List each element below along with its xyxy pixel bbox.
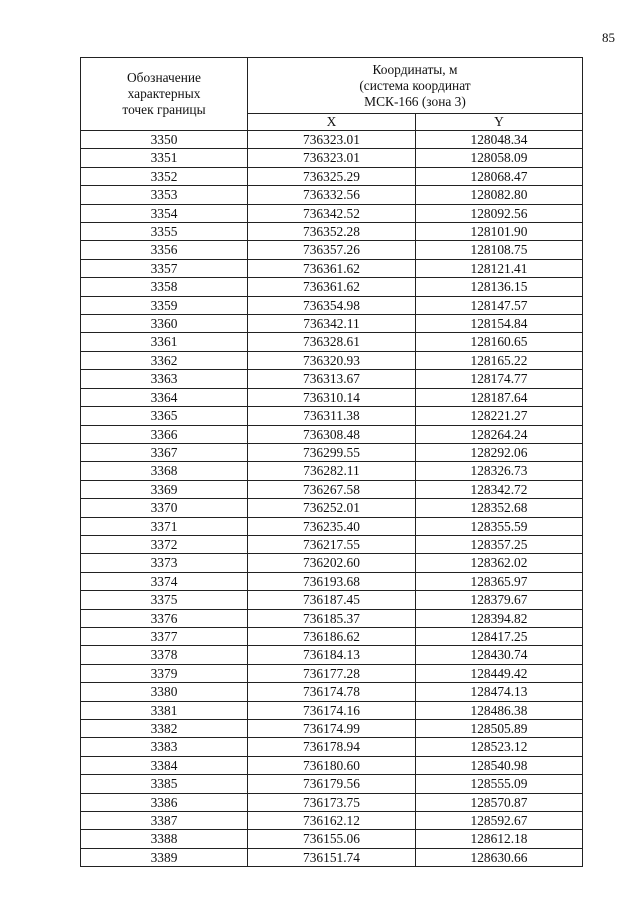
coordinates-table: [80, 57, 583, 867]
point-cell: 3366: [81, 425, 248, 443]
table-row: [81, 683, 583, 701]
x-cell: 736174.16: [248, 701, 416, 719]
x-cell: 736174.99: [248, 720, 416, 738]
y-cell: 128264.24: [416, 425, 583, 443]
point-cell: 3365: [81, 407, 248, 425]
point-cell: 3368: [81, 462, 248, 480]
point-cell: 3359: [81, 296, 248, 314]
point-cell: 3384: [81, 756, 248, 774]
x-cell: 736252.01: [248, 499, 416, 517]
x-cell: 736177.28: [248, 664, 416, 682]
x-cell: 736155.06: [248, 830, 416, 848]
point-cell: 3376: [81, 609, 248, 627]
table-row: [81, 167, 583, 185]
y-cell: 128592.67: [416, 812, 583, 830]
table-row: [81, 591, 583, 609]
point-cell: 3358: [81, 278, 248, 296]
coords-header-line-1: Координаты, м: [372, 61, 458, 77]
x-cell: 736162.12: [248, 812, 416, 830]
point-cell: 3361: [81, 333, 248, 351]
y-cell: 128523.12: [416, 738, 583, 756]
y-column-header: Y: [416, 114, 583, 131]
point-cell: 3381: [81, 701, 248, 719]
x-cell: 736186.62: [248, 627, 416, 645]
point-cell: 3382: [81, 720, 248, 738]
page-number: 85: [602, 30, 615, 45]
point-column-header: [81, 58, 248, 131]
table-row: [81, 462, 583, 480]
x-cell: 736180.60: [248, 756, 416, 774]
x-cell: 736299.55: [248, 443, 416, 461]
x-cell: 736202.60: [248, 554, 416, 572]
point-header-line-1: Обозначение: [127, 70, 201, 85]
y-cell: 128342.72: [416, 480, 583, 498]
x-cell: 736173.75: [248, 793, 416, 811]
table-row: [81, 480, 583, 498]
point-cell: 3352: [81, 167, 248, 185]
table-row: [81, 499, 583, 517]
table-row: [81, 204, 583, 222]
point-cell: 3371: [81, 517, 248, 535]
x-cell: 736342.11: [248, 315, 416, 333]
y-cell: 128165.22: [416, 351, 583, 369]
point-cell: 3387: [81, 812, 248, 830]
table-row: [81, 131, 583, 149]
point-cell: 3379: [81, 664, 248, 682]
table-row: [81, 627, 583, 645]
y-cell: 128505.89: [416, 720, 583, 738]
y-cell: 128379.67: [416, 591, 583, 609]
x-cell: 736235.40: [248, 517, 416, 535]
y-cell: 128048.34: [416, 131, 583, 149]
point-header-line-2: характерных: [127, 86, 201, 101]
point-cell: 3386: [81, 793, 248, 811]
table-row: [81, 278, 583, 296]
y-cell: 128430.74: [416, 646, 583, 664]
point-cell: 3380: [81, 683, 248, 701]
y-cell: 128082.80: [416, 186, 583, 204]
y-cell: 128394.82: [416, 609, 583, 627]
x-cell: 736267.58: [248, 480, 416, 498]
point-cell: 3364: [81, 388, 248, 406]
point-cell: 3373: [81, 554, 248, 572]
y-cell: 128187.64: [416, 388, 583, 406]
x-column-header: X: [248, 114, 416, 131]
point-cell: 3374: [81, 572, 248, 590]
y-cell: 128486.38: [416, 701, 583, 719]
x-cell: 736332.56: [248, 186, 416, 204]
x-cell: 736354.98: [248, 296, 416, 314]
point-cell: 3354: [81, 204, 248, 222]
y-cell: 128058.09: [416, 149, 583, 167]
table-row: [81, 609, 583, 627]
table-row: [81, 646, 583, 664]
y-cell: 128555.09: [416, 775, 583, 793]
x-cell: 736282.11: [248, 462, 416, 480]
y-cell: 128121.41: [416, 259, 583, 277]
y-cell: 128357.25: [416, 535, 583, 553]
x-cell: 736308.48: [248, 425, 416, 443]
y-cell: 128092.56: [416, 204, 583, 222]
table-row: [81, 664, 583, 682]
coords-header-line-2: (система координат: [359, 77, 471, 93]
table-row: [81, 315, 583, 333]
x-cell: 736320.93: [248, 351, 416, 369]
table-row: [81, 701, 583, 719]
y-cell: 128630.66: [416, 848, 583, 866]
point-cell: 3353: [81, 186, 248, 204]
coords-header-line-3: МСК-166 (зона 3): [364, 93, 466, 109]
point-cell: 3378: [81, 646, 248, 664]
table-row: [81, 812, 583, 830]
table-row: [81, 407, 583, 425]
y-cell: 128352.68: [416, 499, 583, 517]
table-row: [81, 775, 583, 793]
coordinates-column-header: [248, 58, 583, 114]
point-cell: 3383: [81, 738, 248, 756]
y-cell: 128221.27: [416, 407, 583, 425]
point-cell: 3372: [81, 535, 248, 553]
table-row: [81, 241, 583, 259]
point-cell: 3369: [81, 480, 248, 498]
x-cell: 736217.55: [248, 535, 416, 553]
y-cell: 128326.73: [416, 462, 583, 480]
point-cell: 3356: [81, 241, 248, 259]
x-cell: 736361.62: [248, 278, 416, 296]
table-row: [81, 443, 583, 461]
point-cell: 3363: [81, 370, 248, 388]
x-cell: 736323.01: [248, 131, 416, 149]
x-cell: 736361.62: [248, 259, 416, 277]
x-cell: 736323.01: [248, 149, 416, 167]
y-cell: 128570.87: [416, 793, 583, 811]
point-cell: 3385: [81, 775, 248, 793]
table-row: [81, 370, 583, 388]
table-row: [81, 186, 583, 204]
y-cell: 128417.25: [416, 627, 583, 645]
table-header-row: [81, 58, 583, 114]
table-row: [81, 793, 583, 811]
table-row: [81, 554, 583, 572]
x-cell: 736325.29: [248, 167, 416, 185]
y-cell: 128174.77: [416, 370, 583, 388]
x-cell: 736193.68: [248, 572, 416, 590]
point-cell: 3367: [81, 443, 248, 461]
point-cell: 3362: [81, 351, 248, 369]
table-row: [81, 572, 583, 590]
y-cell: 128474.13: [416, 683, 583, 701]
x-cell: 736187.45: [248, 591, 416, 609]
y-cell: 128101.90: [416, 223, 583, 241]
y-cell: 128292.06: [416, 443, 583, 461]
table-row: [81, 388, 583, 406]
table-row: [81, 848, 583, 866]
y-cell: 128540.98: [416, 756, 583, 774]
x-cell: 736151.74: [248, 848, 416, 866]
point-cell: 3350: [81, 131, 248, 149]
table-row: [81, 535, 583, 553]
table-row: [81, 738, 583, 756]
x-cell: 736311.38: [248, 407, 416, 425]
point-header-line-3: точек границы: [122, 102, 206, 117]
table-row: [81, 351, 583, 369]
x-cell: 736328.61: [248, 333, 416, 351]
point-cell: 3355: [81, 223, 248, 241]
table-row: [81, 296, 583, 314]
point-cell: 3377: [81, 627, 248, 645]
point-cell: 3351: [81, 149, 248, 167]
table-row: [81, 756, 583, 774]
table-row: [81, 517, 583, 535]
y-cell: 128362.02: [416, 554, 583, 572]
x-cell: 736342.52: [248, 204, 416, 222]
table-row: [81, 149, 583, 167]
x-cell: 736178.94: [248, 738, 416, 756]
y-cell: 128160.65: [416, 333, 583, 351]
table-row: [81, 223, 583, 241]
x-cell: 736357.26: [248, 241, 416, 259]
point-cell: 3360: [81, 315, 248, 333]
x-cell: 736185.37: [248, 609, 416, 627]
x-cell: 736310.14: [248, 388, 416, 406]
y-cell: 128068.47: [416, 167, 583, 185]
table-row: [81, 425, 583, 443]
x-cell: 736179.56: [248, 775, 416, 793]
table-row: [81, 830, 583, 848]
y-cell: 128154.84: [416, 315, 583, 333]
point-cell: 3388: [81, 830, 248, 848]
x-cell: 736352.28: [248, 223, 416, 241]
x-cell: 736174.78: [248, 683, 416, 701]
point-cell: 3370: [81, 499, 248, 517]
table-row: [81, 720, 583, 738]
y-cell: 128449.42: [416, 664, 583, 682]
y-cell: 128612.18: [416, 830, 583, 848]
y-cell: 128108.75: [416, 241, 583, 259]
y-cell: 128355.59: [416, 517, 583, 535]
point-cell: 3357: [81, 259, 248, 277]
y-cell: 128136.15: [416, 278, 583, 296]
point-cell: 3389: [81, 848, 248, 866]
x-cell: 736184.13: [248, 646, 416, 664]
table-row: [81, 333, 583, 351]
table-row: [81, 259, 583, 277]
table-body: [81, 131, 583, 867]
y-cell: 128147.57: [416, 296, 583, 314]
y-cell: 128365.97: [416, 572, 583, 590]
x-cell: 736313.67: [248, 370, 416, 388]
point-cell: 3375: [81, 591, 248, 609]
